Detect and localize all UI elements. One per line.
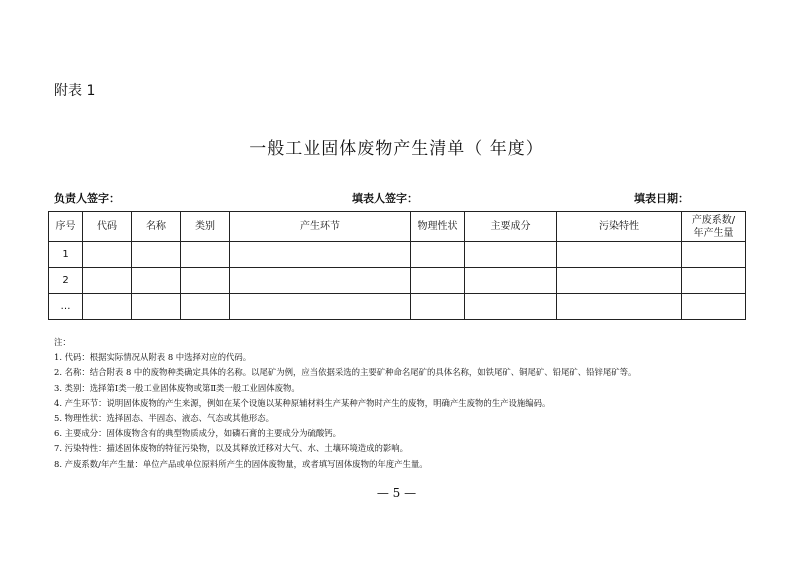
table-row: [49, 242, 746, 268]
table-cell[interactable]: [411, 242, 465, 268]
table-cell[interactable]: [557, 242, 682, 268]
table-cell[interactable]: [132, 268, 181, 294]
filler-signature-label: 填表人签字：: [352, 192, 418, 205]
header-physical-state: 物理性状: [411, 212, 465, 242]
header-serial: 序号: [49, 212, 83, 242]
table-cell[interactable]: [230, 242, 411, 268]
annex-label: 附表 1: [54, 83, 96, 99]
note-item: 2. 名称：结合附表 8 中的废物种类确定具体的名称。以尾矿为例，应当依据采选的主要矿种命名尾矿的具体名称，如铁尾矿、铜尾矿、铅尾矿、铅锌尾矿等。: [54, 367, 637, 378]
waste-inventory-table: [48, 211, 746, 320]
table-cell[interactable]: [411, 294, 465, 320]
header-generation-stage: 产生环节: [230, 212, 411, 242]
table-cell[interactable]: [181, 242, 230, 268]
header-waste-coefficient: 产废系数/ 年产生量: [682, 212, 746, 242]
note-item: 6. 主要成分：固体废物含有的典型物质成分，如磷石膏的主要成分为硫酸钙。: [54, 428, 342, 439]
page-title: 一般工业固体废物产生清单（ 年度）: [249, 139, 544, 159]
table-header-row: [49, 212, 746, 242]
header-main-components: 主要成分: [465, 212, 557, 242]
table-cell[interactable]: [132, 242, 181, 268]
table-row: [49, 294, 746, 320]
header-code: 代码: [83, 212, 132, 242]
table-cell[interactable]: [132, 294, 181, 320]
notes-heading: 注：: [54, 337, 71, 347]
header-category: 类别: [181, 212, 230, 242]
notes-section: [54, 335, 636, 472]
table-cell[interactable]: [411, 268, 465, 294]
note-item: 8. 产废系数/年产生量：单位产品或单位原料所产生的固体废物量，或者填写固体废物的年度产生量。: [54, 458, 428, 469]
table-cell[interactable]: [682, 242, 746, 268]
header-pollution-characteristics: 污染特性: [557, 212, 682, 242]
table-cell: …: [49, 294, 83, 320]
table-cell[interactable]: [83, 268, 132, 294]
table-cell[interactable]: [181, 268, 230, 294]
page-number: — 5 —: [376, 486, 417, 500]
table-cell[interactable]: [83, 294, 132, 320]
note-item: 4. 产生环节：说明固体废物的产生来源，例如在某个设施以某种原辅材料生产某种产物时产生的废物，明确产生废物的生产设施编码。: [54, 397, 551, 408]
table-cell: 1: [49, 242, 83, 268]
header-name: 名称: [132, 212, 181, 242]
table-cell[interactable]: [230, 294, 411, 320]
table-cell[interactable]: [465, 242, 557, 268]
table-cell[interactable]: [557, 294, 682, 320]
table-cell[interactable]: [682, 294, 746, 320]
note-item: 7. 污染特性：描述固体废物的特征污染物，以及其释放迁移对大气、水、土壤环境造成的影响。: [54, 443, 409, 454]
table-row: [49, 268, 746, 294]
table-cell[interactable]: [230, 268, 411, 294]
note-item: 1. 代码：根据实际情况从附表 8 中选择对应的代码。: [54, 352, 252, 363]
fill-date-label: 填表日期：: [634, 192, 689, 205]
table-cell[interactable]: [181, 294, 230, 320]
responsible-signature-label: 负责人签字：: [54, 192, 120, 205]
note-item: 5. 物理性状：选择固态、半固态、液态、气态或其他形态。: [54, 413, 275, 424]
table-cell[interactable]: [682, 268, 746, 294]
note-item: 3. 类别：选择第Ⅰ类一般工业固体废物或第Ⅱ类一般工业固体废物。: [54, 382, 300, 393]
table-cell[interactable]: [465, 294, 557, 320]
table-cell[interactable]: [557, 268, 682, 294]
table-cell: 2: [49, 268, 83, 294]
table-cell[interactable]: [83, 242, 132, 268]
table-cell[interactable]: [465, 268, 557, 294]
